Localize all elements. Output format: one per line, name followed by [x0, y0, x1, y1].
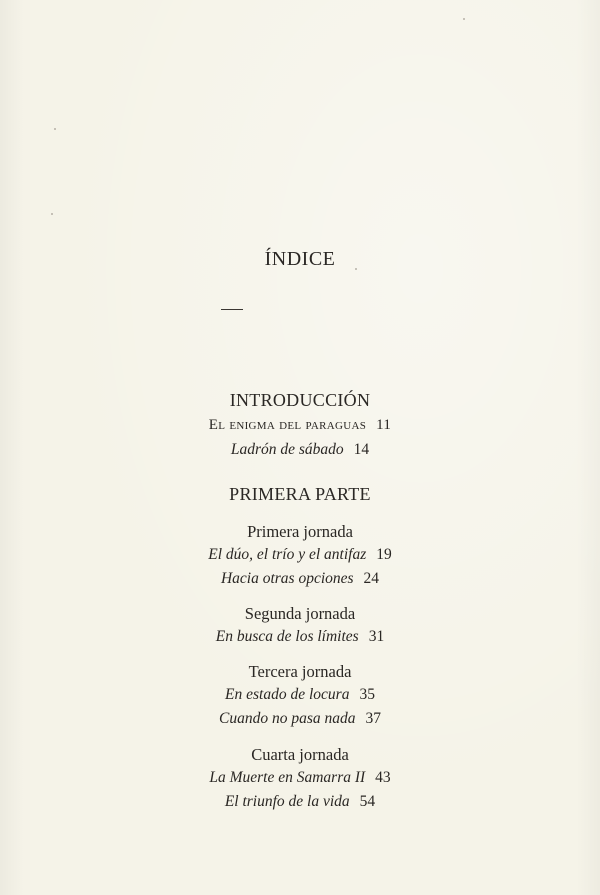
toc-entry — [0, 793, 600, 811]
toc-entry-title: La Muerte en Samarra II — [209, 769, 366, 786]
toc-entry-page: 31 — [368, 628, 385, 645]
toc-entry-title: El dúo, el trío y el antifaz — [208, 546, 367, 563]
toc-entry — [0, 441, 600, 459]
paper-speck — [54, 128, 56, 130]
paper-speck — [51, 213, 53, 215]
toc-entry-page: 43 — [375, 769, 391, 786]
toc-entry-title: En busca de los límites — [215, 628, 359, 645]
toc-entry — [0, 417, 600, 434]
toc-entry-page: 14 — [353, 441, 370, 458]
page-title: ÍNDICE — [264, 248, 336, 270]
toc-entry-page: 24 — [363, 570, 380, 587]
toc-entry-page: 54 — [359, 793, 376, 810]
section-heading-primera-parte: PRIMERA PARTE — [229, 484, 371, 504]
toc-entry — [0, 710, 600, 728]
jornada-heading: Tercera jornada — [248, 662, 352, 681]
jornada-heading: Cuarta jornada — [251, 745, 349, 764]
toc-entry-page: 35 — [359, 686, 375, 703]
toc-entry-title: Hacia otras opciones — [220, 570, 354, 587]
paper-speck — [463, 18, 465, 20]
toc-entry-title: En estado de locura — [225, 686, 350, 703]
toc-entry — [0, 628, 600, 646]
toc-entry-page: 11 — [376, 417, 392, 433]
jornada-heading: Primera jornada — [247, 522, 353, 541]
jornada-heading: Segunda jornada — [244, 604, 356, 623]
toc-entry-title: El enigma del paraguas — [208, 417, 367, 433]
toc-entry-page: 37 — [365, 710, 381, 727]
toc-entry — [0, 570, 600, 588]
toc-entry-title: El triunfo de la vida — [224, 793, 350, 810]
toc-entry — [0, 546, 600, 564]
toc-entry — [0, 769, 600, 787]
section-heading-introduccion: INTRODUCCIÓN — [229, 390, 371, 410]
toc-entry-page: 19 — [376, 546, 392, 563]
toc-entry-title: Cuando no pasa nada — [219, 710, 356, 727]
toc-entry — [0, 686, 600, 704]
toc-entry-title: Ladrón de sábado — [230, 441, 344, 458]
title-divider — [221, 309, 243, 310]
